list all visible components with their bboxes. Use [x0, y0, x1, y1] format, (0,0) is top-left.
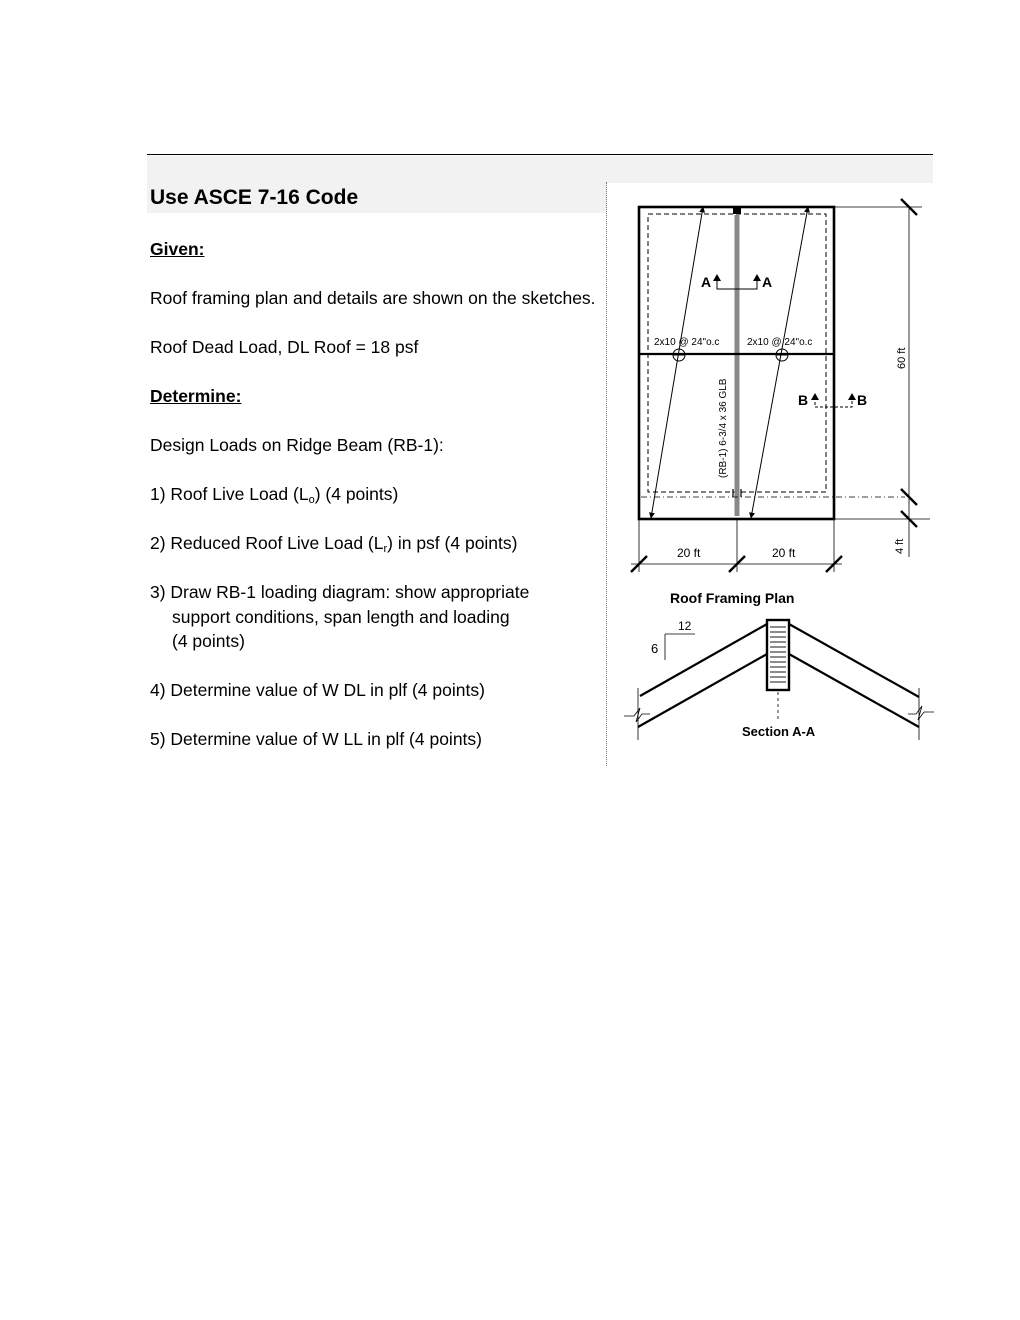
slope-rise: 6 [651, 641, 659, 656]
slope-run: 12 [678, 619, 692, 633]
rafter-left-top [640, 624, 767, 696]
roof-framing-figure [608, 186, 938, 756]
top-rule [147, 154, 933, 155]
header-shade [147, 156, 933, 183]
section-b-right: B [857, 392, 868, 408]
question-2: 2) Reduced Roof Live Load $(L_r)$ in psf (4 points) [150, 533, 518, 555]
dim-20ft-left: 20 ft [677, 546, 701, 560]
joist-arrow-left [651, 207, 703, 518]
dim-4ft: 4 ft [894, 538, 906, 554]
joist-arrow-right [751, 207, 808, 518]
column-divider [606, 182, 607, 766]
dim-60ft: 60 ft [896, 347, 908, 369]
question-3: 3) Draw RB-1 loading diagram: show appropriate support conditions, span length and loading (4 points) [150, 582, 530, 651]
determine-intro: Design Loads on Ridge Beam (RB-1): [150, 435, 444, 455]
beam-support-top [733, 207, 741, 214]
rafter-left-bottom [638, 654, 767, 727]
determine-heading: Determine: [150, 386, 242, 406]
question-4: 4) Determine value of W DL in plf (4 points) [150, 680, 485, 700]
given-heading: Given: [150, 239, 205, 259]
given-text-sketches: Roof framing plan and details are shown on the sketches. [150, 288, 596, 308]
section-a-right: A [762, 274, 773, 290]
joist-label-right: 2x10 @ 24"o.c [747, 337, 813, 348]
question-1: 1) Roof Live Load $(L_o)$ (4 points) [150, 484, 399, 506]
problem-text [150, 185, 600, 776]
rafter-right-top [789, 624, 919, 697]
given-text-dead-load: Roof Dead Load, DL Roof = 18 psf [150, 337, 419, 357]
page-title: Use ASCE 7-16 Code [150, 186, 359, 209]
section-a-left: A [701, 274, 712, 290]
beam-label: (RB-1) 6-3/4 x 36 GLB [718, 378, 729, 478]
rafter-right-bottom [789, 654, 919, 727]
section-caption: Section A-A [742, 724, 816, 739]
ridge-beam-section [767, 620, 789, 690]
section-b-left: B [798, 392, 809, 408]
dim-20ft-right: 20 ft [772, 546, 796, 560]
plan-caption: Roof Framing Plan [670, 590, 795, 606]
question-5: 5) Determine value of W LL in plf (4 points) [150, 729, 482, 749]
joist-label-left: 2x10 @ 24"o.c [654, 337, 720, 348]
